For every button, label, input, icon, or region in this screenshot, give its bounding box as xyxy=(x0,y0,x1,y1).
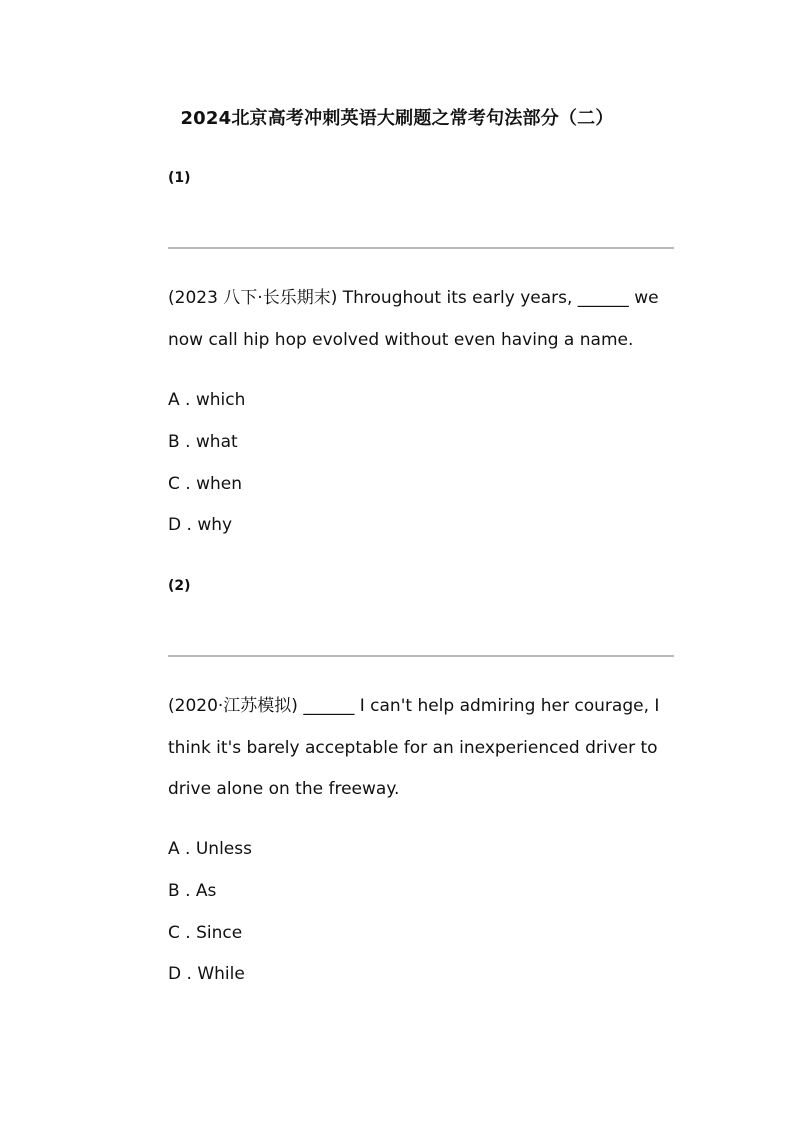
option-b: B . As xyxy=(168,881,217,901)
option-letter: D xyxy=(168,515,182,535)
option-b: B . what xyxy=(168,432,238,452)
option-text: what xyxy=(195,432,238,452)
divider-line xyxy=(168,655,674,657)
option-letter: A xyxy=(168,390,180,410)
option-c: C . Since xyxy=(168,923,243,943)
option-d: D . While xyxy=(168,964,245,984)
option-text: While xyxy=(197,964,245,984)
option-text: when xyxy=(196,474,243,494)
divider-line xyxy=(168,247,674,249)
question-number: (1) xyxy=(168,170,191,186)
option-text: Since xyxy=(196,923,243,943)
option-text: why xyxy=(197,515,233,535)
option-letter: C xyxy=(168,474,180,494)
question-number: (2) xyxy=(168,578,191,594)
option-letter: B xyxy=(168,432,180,452)
option-d: D . why xyxy=(168,515,233,535)
option-letter: C xyxy=(168,923,180,943)
option-text: Unless xyxy=(195,839,252,859)
option-a: A . Unless xyxy=(168,839,252,859)
option-text: As xyxy=(195,881,217,901)
question-stem: (2020·江苏模拟) ______ I can't help admiring her courage, I think it's barely acceptable for an inexperienced driver to drive alone on the freeway. xyxy=(168,696,665,799)
question-stem: (2023 八下·长乐期末) Throughout its early years, ______ we now call hip hop evolved without even having a name. xyxy=(168,288,664,350)
option-text: which xyxy=(195,390,246,410)
document-title: 2024北京高考冲刺英语大刷题之常考句法部分（二） xyxy=(180,108,614,129)
option-letter: B xyxy=(168,881,180,901)
option-c: C . when xyxy=(168,474,243,494)
option-letter: A xyxy=(168,839,180,859)
option-a: A . which xyxy=(168,390,246,410)
option-letter: D xyxy=(168,964,182,984)
